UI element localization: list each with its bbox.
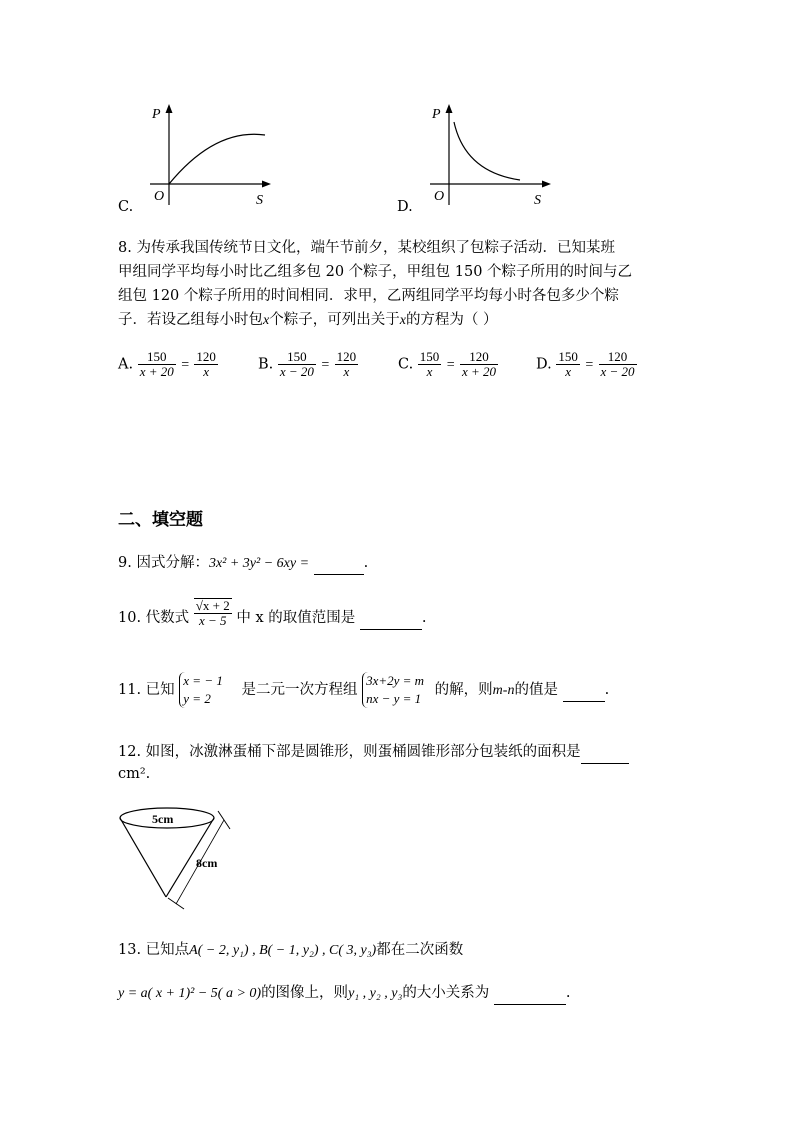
cone-diameter-label: 5cm [152, 812, 174, 826]
q11-solution-system: x = − 1 y = 2 [179, 672, 223, 708]
q11: 11. 已知 x = − 1 y = 2 是二元一次方程组 3x+2y = m nx − y = 1 的解，则m-n的值是 . [118, 673, 610, 706]
graph-c-x-label: S [256, 193, 263, 208]
section-title-fill-blank: 二、填空题 [118, 510, 203, 530]
graph-d-curve [454, 122, 520, 180]
graph-c [140, 100, 280, 210]
q9: 9. 因式分解：3x² + 3y² − 6xy = . [118, 552, 368, 575]
cone-diagram [112, 800, 252, 912]
graph-d-x-label: S [534, 193, 541, 208]
graph-c-curve [169, 134, 265, 184]
cone-slant-label: 8cm [196, 856, 218, 870]
q10-answer-blank[interactable] [360, 607, 422, 630]
q8-line-1: 8. 为传承我国传统节日文化，端午节前夕，某校组织了包粽子活动．已知某班 [118, 240, 615, 256]
q12-line-2: cm². [118, 766, 151, 782]
graph-d [420, 100, 560, 210]
q9-answer-blank[interactable] [314, 552, 364, 575]
q10: 10. 代数式 $\frac{√x + 2}{x - 5}$ 中 x 的取值范围是 . [118, 598, 427, 628]
q8-option-c[interactable]: C. $\frac{150}{x}$ = $\frac{120}{x + 20}$ [398, 349, 497, 379]
q13-line-2: y = a( x + 1)² − 5( a > 0)的图像上，则y₁ , y₂ , y₃的大小关系为 . [118, 982, 571, 1005]
q8-option-d[interactable]: D. $\frac{150}{x}$ = $\frac{120}{x - 20}$ [536, 349, 635, 379]
q8-option-a[interactable]: A. $\frac{150}{x + 20}$ = $\frac{120}{x}$ [118, 349, 216, 379]
option-c-label: C. [118, 199, 134, 215]
graph-d-y-label: P [432, 107, 441, 122]
option-d-label: D. [397, 199, 413, 215]
q12-answer-blank[interactable] [581, 741, 629, 764]
q13-line-1: 13. 已知点A( − 2, y₁) , B( − 1, y₂) , C( 3, y₃)都在二次函数 [118, 942, 464, 958]
q13-answer-blank[interactable] [494, 982, 566, 1005]
q8-line-3: 组包 120 个粽子所用的时间相同．求甲，乙两组同学平均每小时各包多少个粽 [118, 288, 619, 304]
q8-line-2: 甲组同学平均每小时比乙组多包 20 个粽子，甲组包 150 个粽子所用的时间与乙 [118, 264, 633, 280]
graph-c-origin: O [154, 189, 165, 204]
q11-equation-system: 3x+2y = m nx − y = 1 [362, 672, 424, 708]
graph-c-y-label: P [152, 107, 161, 122]
q12-line-1: 12. 如图，冰激淋蛋桶下部是圆锥形，则蛋桶圆锥形部分包装纸的面积是 [118, 741, 629, 764]
q8-option-b[interactable]: B. $\frac{150}{x - 20}$ = $\frac{120}{x}$ [258, 349, 357, 379]
q11-answer-blank[interactable] [563, 679, 605, 702]
q8-line-4: 子．若设乙组每小时包x个粽子，可列出关于x的方程为（ ） [118, 312, 498, 328]
graph-d-origin: O [434, 189, 445, 204]
